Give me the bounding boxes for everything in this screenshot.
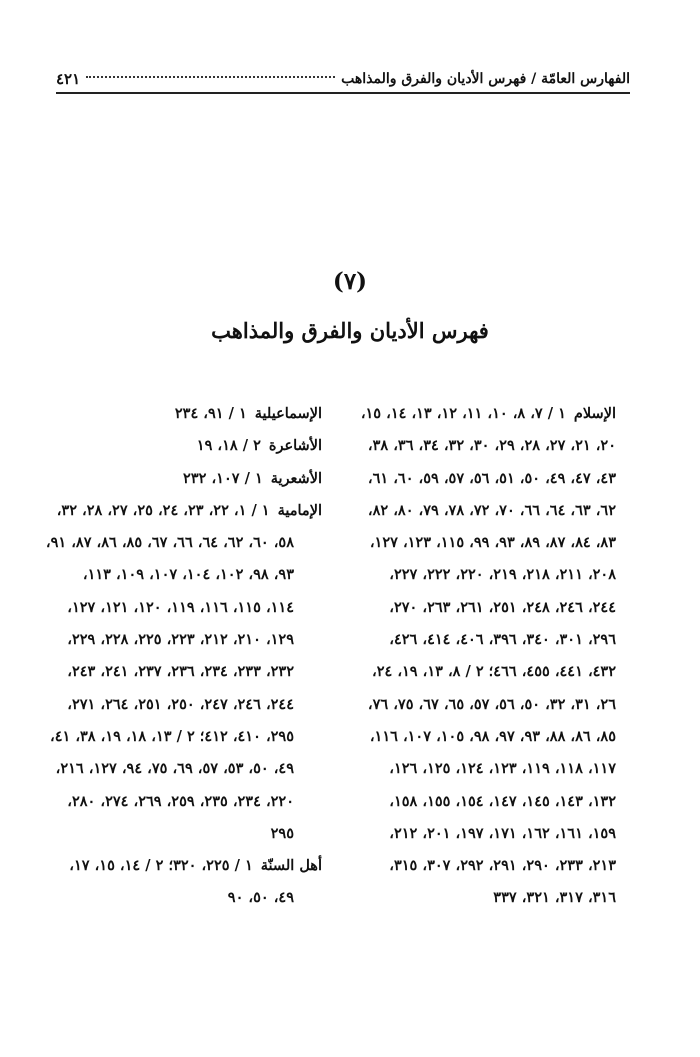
index-refs-line: ٤٩، ٥٠، ٩٠ <box>227 889 294 907</box>
index-refs: ٢ / ١٨، ١٩ <box>196 437 261 455</box>
index-refs-line: ١٢٩، ٢١٠، ٢١٢، ٢٢٣، ٢٢٥، ٢٢٨، ٢٢٩، <box>67 631 294 649</box>
index-entry-line <box>52 430 322 462</box>
index-refs-line: ٢٩٦، ٣٠١، ٣٤٠، ٣٩٦، ٤٠٦، ٤١٤، ٤٢٦، <box>389 631 616 649</box>
index-entry-line <box>52 850 322 882</box>
running-header-title: الفهارس العامّة / فهرس الأديان والفرق والمذاهب <box>341 71 630 87</box>
leader-dots <box>86 75 335 78</box>
index-refs-line: ١١٤، ١١٥، ١١٦، ١١٩، ١٢٠، ١٢١، ١٢٧، <box>67 598 294 616</box>
index-entry-line <box>52 398 322 430</box>
index-refs-line: ٢٣٢، ٢٣٣، ٢٣٤، ٢٣٦، ٢٣٧، ٢٤١، ٢٤٣، <box>67 663 294 681</box>
index-refs: ١ / ٩١، ٢٣٤ <box>174 405 247 422</box>
index-refs-line: ٢٦، ٣١، ٣٢، ٥٠، ٥٦، ٥٧، ٦٥، ٦٧، ٧٥، ٧٦، <box>367 695 616 713</box>
index-refs-line: ١١٧، ١١٨، ١١٩، ١٢٣، ١٢٤، ١٢٥، ١٢٦، <box>389 760 616 778</box>
page-number: ٤٢١ <box>56 70 81 88</box>
index-term: أهل السنّة <box>260 857 322 875</box>
index-entry-line <box>52 495 322 527</box>
index-column-right <box>354 398 616 915</box>
index-term: الإسماعيلية <box>254 405 322 422</box>
chapter-number: (٧) <box>332 268 368 295</box>
index-refs-line: ٨٣، ٨٤، ٨٧، ٨٩، ٩٣، ٩٩، ١١٥، ١٢٣، ١٢٧، <box>369 534 616 552</box>
index-refs-line: ٤٩، ٥٠، ٥٣، ٥٧، ٦٩، ٧٥، ٩٤، ١٢٧، ٢١٦، <box>55 760 294 778</box>
index-term: الأشعرية <box>270 469 322 487</box>
index-term: الإسلام <box>573 405 616 422</box>
index-refs: ١ / ٧، ٨، ١٠، ١١، ١٢، ١٣، ١٤، ١٥، <box>360 405 566 422</box>
index-refs: ١ / ١٠٧، ٢٣٢ <box>183 469 263 487</box>
index-refs-line: ١٣٢، ١٤٣، ١٤٥، ١٤٧، ١٥٤، ١٥٥، ١٥٨، <box>389 792 616 810</box>
index-refs: ١ / ٢٢٥، ٣٢٠؛ ٢ / ١٤، ١٥، ١٧، <box>69 857 253 875</box>
index-refs-line: ٤٣٢، ٤٤١، ٤٥٥، ٤٦٦؛ ٢ / ٨، ١٣، ١٩، ٢٤، <box>372 663 616 681</box>
index-refs-line: ٥٨، ٦٠، ٦٢، ٦٤، ٦٦، ٦٧، ٨٥، ٨٦، ٨٧، ٩١، <box>45 534 294 552</box>
index-entry-line <box>52 463 322 495</box>
chapter-title: فهرس الأديان والفرق والمذاهب <box>211 318 489 343</box>
index-entry-line <box>354 398 616 430</box>
index-refs-line: ١٥٩، ١٦١، ١٦٢، ١٧١، ١٩٧، ٢٠١، ٢١٢، <box>389 824 616 842</box>
index-refs-line: ٢٤٤، ٢٤٦، ٢٤٨، ٢٥١، ٢٦١، ٢٦٣، ٢٧٠، <box>389 598 616 616</box>
index-refs-line: ٢٠، ٢١، ٢٧، ٢٨، ٢٩، ٣٠، ٣٢، ٣٤، ٣٦، ٣٨، <box>367 437 616 455</box>
running-header <box>56 68 630 94</box>
index-refs-line: ٨٥، ٨٦، ٨٨، ٩٣، ٩٧، ٩٨، ١٠٥، ١٠٧، ١١٦، <box>369 727 616 745</box>
index-refs-line: ٢٩٥ <box>270 824 294 842</box>
index-refs-line: ٢٩٥، ٤١٠، ٤١٢؛ ٢ / ١٣، ١٨، ١٩، ٣٨، ٤١، <box>50 727 294 745</box>
index-refs-line: ٦٢، ٦٣، ٦٤، ٦٦، ٧٠، ٧٢، ٧٨، ٧٩، ٨٠، ٨٢، <box>367 501 616 519</box>
index-refs-line: ٢١٣، ٢٣٣، ٢٩٠، ٢٩١، ٢٩٢، ٣٠٧، ٣١٥، <box>389 857 616 875</box>
index-term: الإمامية <box>277 501 322 519</box>
index-refs-line: ٢٢٠، ٢٣٤، ٢٣٥، ٢٥٩، ٢٦٩، ٢٧٤، ٢٨٠، <box>67 792 294 810</box>
index-refs: ١ / ١، ٢٢، ٢٣، ٢٤، ٢٥، ٢٧، ٢٨، ٣٢، <box>56 501 270 519</box>
index-refs-line: ٢٠٨، ٢١١، ٢١٨، ٢١٩، ٢٢٠، ٢٢٢، ٢٢٧، <box>389 566 616 584</box>
index-refs-line: ٢٤٤، ٢٤٦، ٢٤٧، ٢٥٠، ٢٥١، ٢٦٤، ٢٧١، <box>67 695 294 713</box>
index-term: الأشاعرة <box>268 437 322 455</box>
index-column-left <box>45 398 322 915</box>
index-refs-line: ٣١٦، ٣١٧، ٣٢١، ٣٣٧ <box>493 889 616 907</box>
index-refs-line: ٤٣، ٤٧، ٤٩، ٥٠، ٥١، ٥٦، ٥٧، ٥٩، ٦٠، ٦١، <box>367 469 616 487</box>
index-refs-line: ٩٣، ٩٨، ١٠٢، ١٠٤، ١٠٧، ١٠٩، ١١٣، <box>82 566 294 584</box>
